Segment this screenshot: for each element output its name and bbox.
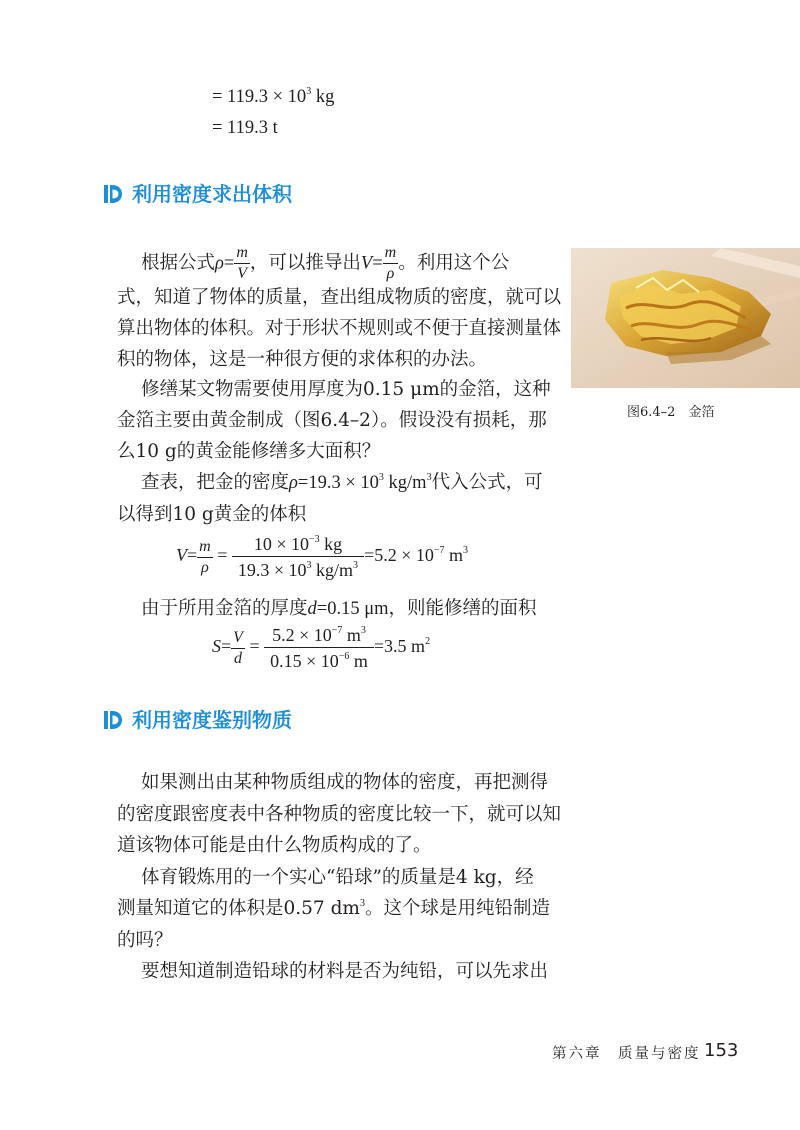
paragraph-line: 金箔主要由黄金制成（图6.4–2）。假设没有损耗，那 <box>117 410 547 431</box>
paragraph-line: 式，知道了物体的质量，查出组成物质的密度，就可以 <box>117 287 562 308</box>
paragraph-line: 积的物体，这是一种很方便的求体积的办法。 <box>117 349 488 370</box>
paragraph-line: 根据公式ρ= $\frac{m}{V}$ ，可以推导出V= $\frac{m}{\rho}$ 。利用这个公 <box>141 244 510 282</box>
equation-volume: V= $\frac{m}{\rho}$ = $\frac{10 \times 10^{-3} kg}{19.3 \times 10^3 kg/m^3}$ $=5.2 \times 10^{-7}$ $m^3$ <box>176 534 469 580</box>
equation-line-2: = 119.3 t <box>212 118 278 138</box>
paragraph-line: 由于所用金箔的厚度d=0.15 μm，则能修缮的面积 <box>141 598 537 619</box>
paragraph-line: 算出物体的体积。对于形状不规则或不便于直接测量体 <box>117 318 562 339</box>
fraction-m-over-rho: $\frac{m}{\rho}$ <box>199 537 211 576</box>
page-number: 153 <box>704 1040 739 1061</box>
section-heading-identify: 利用密度鉴别物质 <box>132 708 292 732</box>
section-marker-icon <box>104 183 124 205</box>
paragraph-line: 体育锻炼用的一个实心“铅球”的质量是4 kg，经 <box>141 867 534 888</box>
paragraph-line: 如果测出由某种物质组成的物体的密度，再把测得 <box>141 772 549 793</box>
equation-area: S= $\frac{V}{d}$ = $\frac{5.2 \times 10^{-7} m^3}{0.15 \times 10^{-6} m}$ =3.5 $m^2$ <box>212 625 431 671</box>
fraction-area-calc: $\frac{5.2 \times 10^{-7} m^3}{0.15 \times 10^{-6} m}$ <box>264 626 374 670</box>
paragraph-line: 要想知道制造铅球的材料是否为纯铅，可以先求出 <box>141 961 549 982</box>
section-heading-volume: 利用密度求出体积 <box>132 182 292 206</box>
paragraph-line: 查表，把金的密度$\rho=19.3 \times 10^3$ $kg/m^3$代入公式，可 <box>141 472 543 493</box>
fraction-m-over-rho: $\frac{m}{\rho}$ <box>384 244 397 282</box>
fraction-volume-calc: $\frac{10 \times 10^{-3} kg}{19.3 \times 10^3 kg/m^3}$ <box>232 535 364 579</box>
paragraph-line: 测量知道它的体积是0.57 $dm^3$。这个球是用纯铅制造 <box>117 898 550 919</box>
chapter-title: 第六章 质量与密度 <box>552 1046 701 1062</box>
paragraph-line: 的吗？ <box>117 930 173 951</box>
paragraph-line: 的密度跟密度表中各种物质的密度比较一下，就可以知 <box>117 804 562 825</box>
fraction-V-over-d: $\frac{V}{d}$ <box>233 628 243 667</box>
equation-line-1: = $119.3 \times 10^3$ kg <box>212 86 335 107</box>
section-marker-icon <box>104 709 124 731</box>
figure-caption: 图6.4–2 金箔 <box>627 405 715 420</box>
gold-leaf-photo <box>571 248 800 388</box>
fraction-m-over-V: $\frac{m}{V}$ <box>236 244 248 282</box>
paragraph-line: 道该物体可能是由什么物质构成的了。 <box>117 835 432 856</box>
paragraph-line: 修缮某文物需要使用厚度为0.15 μm的金箔，这种 <box>141 379 551 400</box>
paragraph-line: 么10 g的黄金能修缮多大面积？ <box>117 441 381 462</box>
paragraph-line: 以得到10 g黄金的体积 <box>117 504 307 525</box>
